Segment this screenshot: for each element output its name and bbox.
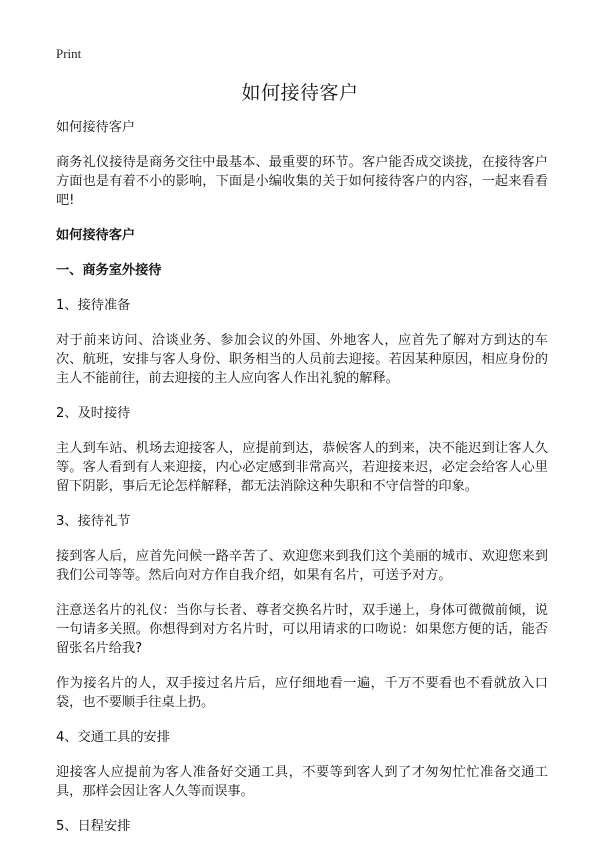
print-link[interactable]: Print bbox=[56, 46, 82, 61]
paragraph-etiquette-2: 注意送名片的礼仪：当你与长者、尊者交换名片时，双手递上，身体可微微前倾，说一句请多关照。你想得到对方名片时，可以用请求的口吻说：如果您方便的话，能否留张名片给我? bbox=[56, 603, 548, 656]
page-title: 如何接待客户 bbox=[241, 82, 359, 104]
paragraph-timely-reception: 主人到车站、机场去迎接客人，应提前到达，恭候客人的到来，决不能迟到让客人久等。客人看到有人来迎接，内心必定感到非常高兴，若迎接来迟，必定会给客人心里留下阴影，事后无论怎样解释，都无法消除这种失职和不守信誉的印象。 bbox=[56, 441, 548, 494]
heading-main: 如何接待客户 bbox=[56, 228, 136, 243]
paragraph-etiquette-1: 接到客人后，应首先问候一路辛苦了、欢迎您来到我们这个美丽的城市、欢迎您来到我们公司等等。然后向对方作自我介绍，如果有名片，可送予对方。 bbox=[56, 549, 548, 583]
subheading-preparation: 1、接待准备 bbox=[56, 298, 131, 313]
heading-section-1: 一、商务室外接待 bbox=[56, 263, 162, 278]
subheading-timely-reception: 2、及时接待 bbox=[56, 406, 131, 421]
intro-paragraph: 商务礼仪接待是商务交往中最基本、最重要的环节。客户能否成交谈拢，在接待客户方面也是有着不小的影响，下面是小编收集的关于如何接待客户的内容，一起来看看吧! bbox=[56, 155, 548, 208]
article-body bbox=[56, 118, 548, 852]
paragraph-transport: 迎接客人应提前为客人准备好交通工具，不要等到客人到了才匆匆忙忙准备交通工具，那样会因让客人久等而误事。 bbox=[56, 765, 548, 799]
subheading-schedule: 5、日程安排 bbox=[56, 819, 131, 834]
article-subtitle: 如何接待客户 bbox=[56, 120, 136, 135]
subheading-etiquette: 3、接待礼节 bbox=[56, 514, 131, 529]
paragraph-etiquette-3: 作为接名片的人，双手接过名片后，应仔细地看一遍，千万不要看也不看就放入口袋，也不要顺手往桌上扔。 bbox=[56, 676, 548, 710]
subheading-transport: 4、交通工具的安排 bbox=[56, 730, 170, 745]
paragraph-preparation: 对于前来访问、洽谈业务、参加会议的外国、外地客人，应首先了解对方到达的车次、航班，安排与客人身份、职务相当的人员前去迎接。若因某种原因，相应身份的主人不能前往，前去迎接的主人应向客人作出礼貌的解释。 bbox=[56, 333, 548, 386]
